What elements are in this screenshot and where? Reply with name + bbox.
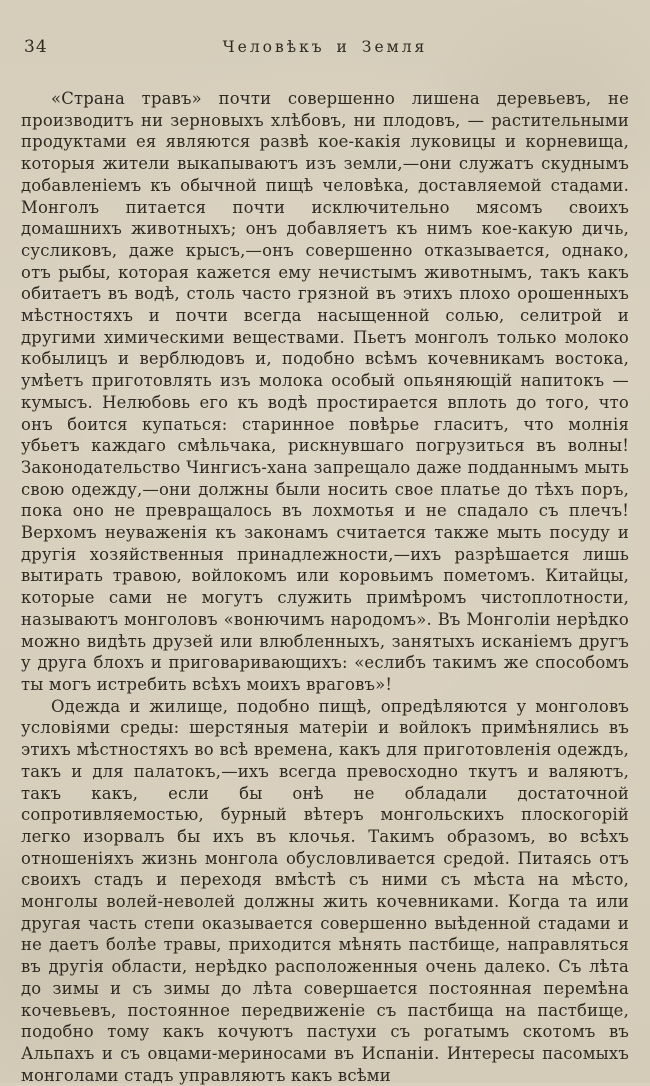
paragraph-1: «Страна травъ» почти совершенно лишена деревьевъ, не производитъ ни зерновыхъ хлѣбовъ, ни плодовъ, — растительными продуктами ея являются развѣ кое-какія луковицы и корневища, которыя жители выкапываютъ изъ земли,—они служатъ скуднымъ добавленіемъ къ обычной пищѣ человѣка, доставляемой стадами. Монголъ питается почти исключительно мясомъ своихъ домашнихъ животныхъ; онъ добавляетъ къ нимъ кое-какую дичь, сусликовъ, даже крысъ,—онъ совершенно отказывается, однако, отъ рыбы, которая кажется ему нечистымъ животнымъ, такъ какъ обитаетъ въ водѣ, столь часто грязной въ этихъ плохо орошенныхъ мѣстностяхъ и почти всегда насыщенной солью, селитрой и другими химическими веществами. Пьетъ монголъ только молоко кобылицъ и верблюдовъ и, подобно всѣмъ кочевникамъ востока, умѣетъ приготовлять изъ молока особый опьяняющій напитокъ — кумысъ. Нелюбовь его къ водѣ простирается вплоть до того, что онъ боится купаться: старинное повѣрье гласитъ, что молнія убьетъ каждаго смѣльчака, рискнувшаго погрузиться въ волны! Законодательство Чингисъ-хана запрещало даже подданнымъ мыть свою одежду,—они должны были носить свое платье до тѣхъ поръ, пока оно не превращалось въ лохмотья и не спадало съ плечъ! Верхомъ неуваженія къ законамъ считается также мыть посуду и другія хозяйственныя принадлежности,—ихъ разрѣшается лишь вытирать травою, войлокомъ или коровьимъ пометомъ. Китайцы, которые сами не могутъ служить примѣромъ чистоплотности, называютъ монголовъ «вонючимъ народомъ». Въ Монголіи нерѣдко можно видѣть друзей или влюбленныхъ, занятыхъ исканіемъ другъ у друга блохъ и приговаривающихъ: «еслибъ такимъ же способомъ ты могъ истребить всѣхъ моихъ враговъ»!: [21, 89, 629, 694]
running-title: Человѣкъ и Земля: [222, 38, 428, 56]
page-body: [21, 88, 629, 1086]
page-number: 34: [24, 37, 48, 57]
paragraph-2: Одежда и жилище, подобно пищѣ, опредѣляются у монголовъ условіями среды: шерстяныя матеріи и войлокъ примѣнялись въ этихъ мѣстностяхъ во всѣ времена, какъ для приготовленія одеждъ, такъ и для палатокъ,—ихъ всегда превосходно ткутъ и валяютъ, такъ какъ, если бы онѣ не обладали достаточной сопротивляемостью, бурный вѣтеръ монгольскихъ плоскогорій легко изорвалъ бы ихъ въ клочья. Такимъ образомъ, во всѣхъ отношеніяхъ жизнь монгола обусловливается средой. Питаясь отъ своихъ стадъ и переходя вмѣстѣ съ ними съ мѣста на мѣсто, монголы волей-неволей должны жить кочевниками. Когда та или другая часть степи оказывается совершенно выѣденной стадами и не даетъ болѣе травы, приходится мѣнять пастбище, направляться въ другія области, нерѣдко расположенныя очень далеко. Съ лѣта до зимы и съ зимы до лѣта совершается постоянная перемѣна кочевьевъ, постоянное передвиженіе съ пастбища на пастбище, подобно тому какъ кочуютъ пастухи съ рогатымъ скотомъ въ Альпахъ и съ овцами-мериносами въ Испаніи. Интересы пасомыхъ монголами стадъ управляютъ какъ всѣми: [21, 696, 629, 1085]
page-header: [22, 37, 628, 61]
